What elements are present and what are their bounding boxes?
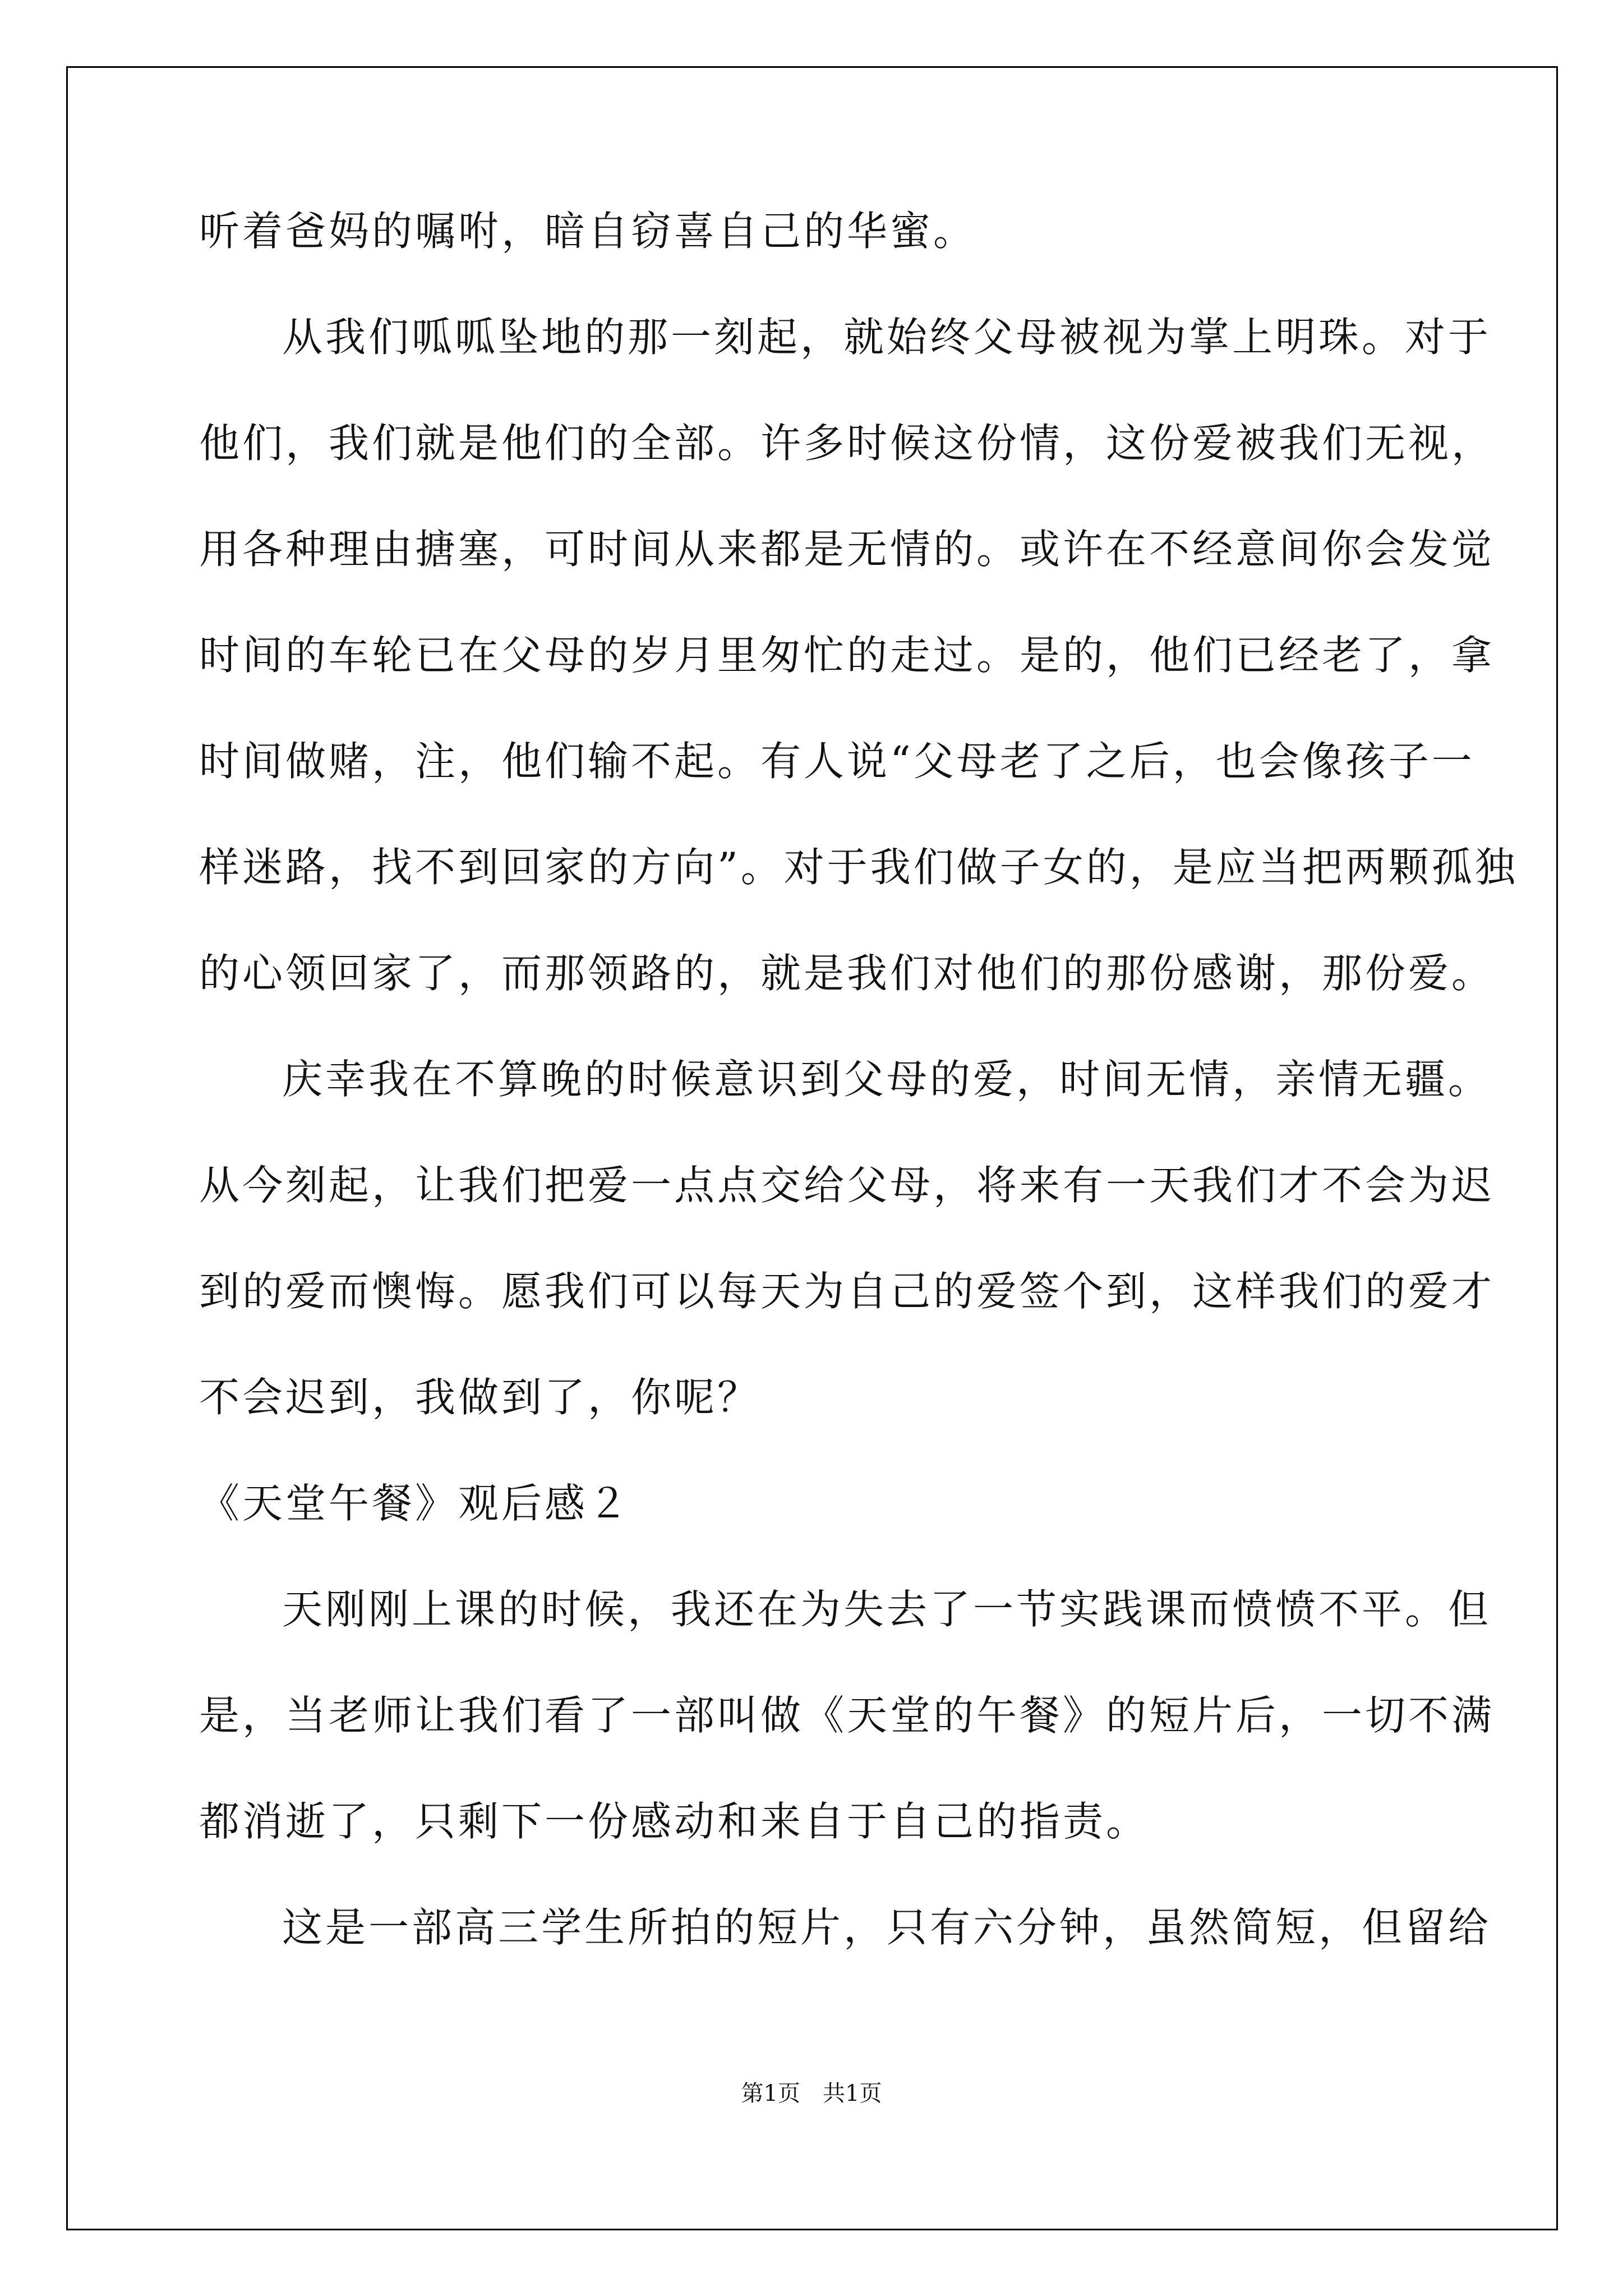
text-line: 不会迟到，我做到了，你呢？ bbox=[199, 1374, 761, 1421]
text-line: 都消逝了，只剩下一份感动和来自于自己的指责。 bbox=[199, 1798, 1150, 1845]
text-line: 用各种理由搪塞，可时间从来都是无情的。或许在不经意间你会发觉 bbox=[199, 526, 1495, 573]
paragraph-start-line: 庆幸我在不算晚的时候意识到父母的爱，时间无情，亲情无疆。 bbox=[282, 1056, 1492, 1103]
paragraph-start-line: 从我们呱呱坠地的那一刻起，就始终父母被视为掌上明珠。对于 bbox=[282, 314, 1492, 361]
text-line: 时间做赌，注，他们输不起。有人说“父母老了之后，也会像孩子一 bbox=[199, 738, 1475, 785]
text-line: 他们，我们就是他们的全部。许多时候这份情，这份爱被我们无视， bbox=[199, 420, 1495, 467]
text-line: 样迷路，找不到回家的方向”。对于我们做子女的，是应当把两颗孤独 bbox=[199, 844, 1518, 891]
text-line: 到的爱而懊悔。愿我们可以每天为自己的爱签个到，这样我们的爱才 bbox=[199, 1268, 1495, 1315]
text-line: 是，当老师让我们看了一部叫做《天堂的午餐》的短片后，一切不满 bbox=[199, 1692, 1495, 1739]
paragraph-start-line: 天刚刚上课的时候，我还在为失去了一节实践课而愤愤不平。但 bbox=[282, 1586, 1492, 1633]
text-line: 时间的车轮已在父母的岁月里匆忙的走过。是的，他们已经老了，拿 bbox=[199, 632, 1495, 679]
paragraph-start-line: 这是一部高三学生所拍的短片，只有六分钟，虽然简短，但留给 bbox=[282, 1904, 1492, 1951]
text-line: 的心领回家了，而那领路的，就是我们对他们的那份感谢，那份爱。 bbox=[199, 950, 1495, 997]
text-line: 听着爸妈的嘱咐，暗自窃喜自己的华蜜。 bbox=[199, 208, 977, 255]
text-line: 从今刻起，让我们把爱一点点交给父母，将来有一天我们才不会为迟 bbox=[199, 1162, 1495, 1209]
section-heading: 《天堂午餐》观后感２ bbox=[199, 1480, 631, 1527]
page-number: 第1页 共1页 bbox=[741, 2081, 882, 2106]
